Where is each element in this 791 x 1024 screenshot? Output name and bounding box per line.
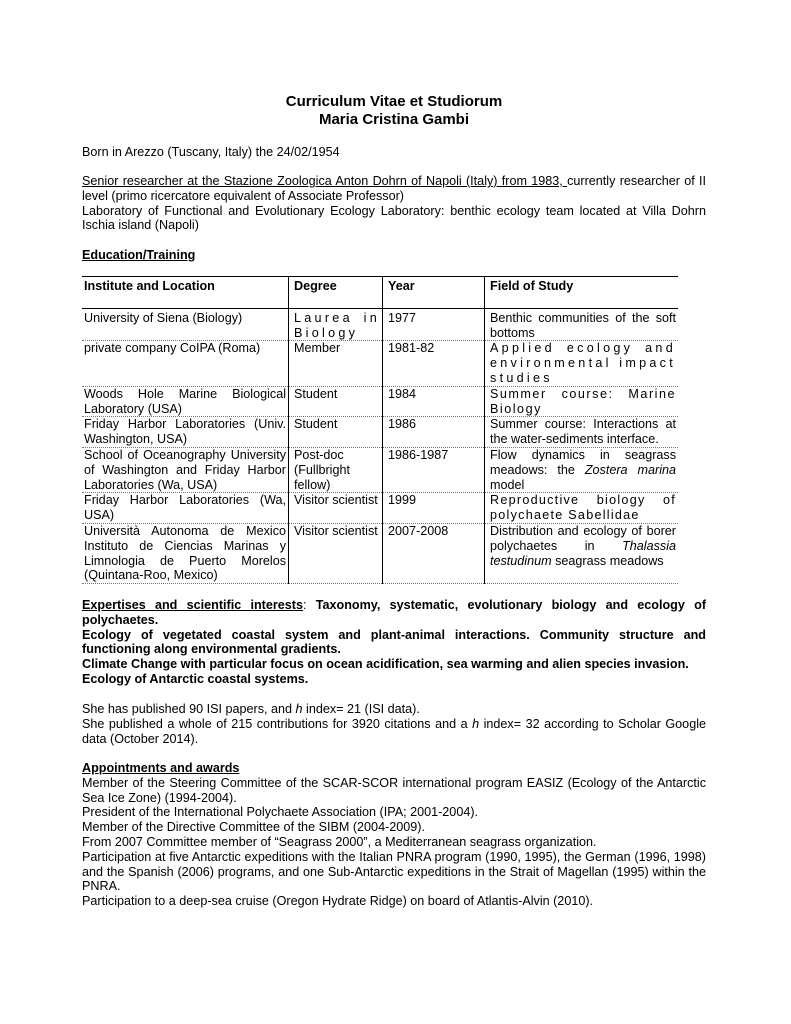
education-heading-text: Education/Training (82, 248, 196, 262)
expertise-separator: : (302, 598, 316, 612)
education-table (82, 276, 678, 584)
publications-scholar (82, 717, 706, 747)
expertise-line-2: Ecology of vegetated coastal system and plant-animal interactions. Community structure and functioning along environmental gradients. (82, 627, 706, 657)
field-text: model (490, 477, 525, 492)
position-text (82, 174, 706, 204)
publications-section (82, 702, 706, 746)
cell-field: Reproductive biology of polychaete Sabellidae (485, 493, 679, 524)
table-row (82, 308, 678, 341)
h-index-symbol: h (472, 716, 480, 731)
cell-institute: Friday Harbor Laboratories (Wa, USA) (82, 493, 289, 524)
cell-institute: Università Autonoma de Mexico Instituto de Ciencias Marinas y Limnologia de Puerto Morelos (Quintana-Roo, Mexico) (82, 523, 289, 583)
cell-year: 1984 (383, 386, 485, 417)
publications-text: She has published 90 ISI papers, and (82, 702, 296, 716)
cell-degree: Member (289, 341, 383, 386)
cell-field: Summer course: Marine Biology (485, 386, 679, 417)
education-heading (82, 248, 706, 263)
table-header-row (82, 277, 678, 309)
header-degree: Degree (289, 277, 383, 309)
birth-info (82, 145, 706, 160)
cell-year: 2007-2008 (383, 523, 485, 583)
cell-institute: University of Siena (Biology) (82, 308, 289, 341)
cell-field: Applied ecology and environmental impact studies (485, 341, 679, 386)
table-row (82, 386, 678, 417)
appointment-item: From 2007 Committee member of “Seagrass 2000”, a Mediterranean seagrass organization. (82, 834, 597, 849)
species-name: Thalassia testudinum (490, 538, 676, 568)
publications-text: index= 21 (ISI data). (302, 702, 420, 716)
title-line-1: Curriculum Vitae et Studiorum (285, 93, 503, 110)
cell-field (485, 523, 679, 583)
document-title (82, 93, 706, 129)
cell-year: 1977 (383, 308, 485, 341)
cell-field (485, 447, 679, 492)
cell-institute: School of Oceanography University of Washington and Friday Harbor Laboratories (Wa, USA) (82, 447, 289, 492)
laboratory-text: Laboratory of Functional and Evolutionary Ecology Laboratory: benthic ecology team located at Villa Dohrn Ischia island (Napoli) (82, 203, 706, 233)
header-year: Year (383, 277, 485, 309)
cell-degree: Visitor scientist (289, 523, 383, 583)
appointments-section (82, 761, 706, 909)
cell-field: Summer course: Interactions at the water-sediments interface. (485, 417, 679, 448)
appointment-item: Member of the Directive Committee of the SIBM (2004-2009). (82, 820, 425, 835)
expertise-line-1 (82, 598, 706, 628)
header-institute: Institute and Location (82, 277, 289, 309)
table-row (82, 447, 678, 492)
publications-isi (82, 702, 706, 717)
field-text: seagrass meadows (551, 553, 664, 568)
publications-text: She published a whole of 215 contributions for 3920 citations and a (82, 716, 473, 731)
appointment-item: Participation at five Antarctic expeditions with the Italian PNRA program (1990, 1995), the German (1996, 1998) and the Spanish (2006) programs, and one Sub-Antarctic expeditions in the Strait of Magellan (1995) within the PNRA. (82, 849, 706, 894)
cell-degree: Post-doc (Fullbright fellow) (289, 447, 383, 492)
table-row (82, 493, 678, 524)
cell-degree: Laurea in Biology (289, 308, 383, 341)
cell-institute: Woods Hole Marine Biological Laboratory (USA) (82, 386, 289, 417)
birth-text: Born in Arezzo (Tuscany, Italy) the 24/02/1954 (82, 145, 340, 159)
header-field: Field of Study (485, 277, 679, 309)
field-text: Distribution and ecology of borer polychaetes in (490, 523, 676, 553)
appointment-item: Member of the Steering Committee of the SCAR-SCOR international program EASIZ (Ecology of the Antarctic Sea Ice Zone) (1994-2004). (82, 775, 706, 805)
appointment-item: President of the International Polychaete Association (IPA; 2001-2004). (82, 805, 479, 820)
cell-year: 1999 (383, 493, 485, 524)
appointment-item: Participation to a deep-sea cruise (Oregon Hydrate Ridge) on board of Atlantis-Alvin (2010). (82, 894, 594, 909)
cell-field: Benthic communities of the soft bottoms (485, 308, 679, 341)
expertise-line-3: Climate Change with particular focus on ocean acidification, sea warming and alien species invasion. (82, 657, 689, 672)
position-section (82, 174, 706, 233)
h-index-symbol: h (295, 702, 303, 716)
expertise-text: Taxonomy, systematic, evolutionary biology and ecology of polychaetes. (82, 598, 707, 627)
cell-year: 1986-1987 (383, 447, 485, 492)
cell-year: 1981-82 (383, 341, 485, 386)
table-row (82, 341, 678, 386)
expertise-section (82, 598, 706, 687)
publications-text: index= 32 according to Scholar Google data (October 2014). (82, 716, 706, 746)
expertise-line-4: Ecology of Antarctic coastal systems. (82, 671, 309, 686)
position-underlined: Senior researcher at the Stazione Zoologica Anton Dohrn of Napoli (Italy) from 1983, (82, 174, 568, 188)
appointments-heading: Appointments and awards (82, 761, 240, 775)
cell-year: 1986 (383, 417, 485, 448)
expertise-label: Expertises and scientific interests (82, 598, 303, 612)
table-row (82, 417, 678, 448)
field-text: Flow dynamics in seagrass meadows: the (490, 447, 676, 477)
cell-institute: private company CoIPA (Roma) (82, 341, 289, 386)
cell-institute: Friday Harbor Laboratories (Univ. Washington, USA) (82, 417, 289, 448)
cell-degree: Visitor scientist (289, 493, 383, 524)
position-rest: currently researcher of II level (primo ricercatore equivalent of Associate Professor) (82, 174, 707, 203)
species-name: Zostera marina (584, 462, 676, 477)
table-row (82, 523, 678, 583)
cell-degree: Student (289, 417, 383, 448)
cell-degree: Student (289, 386, 383, 417)
title-name: Maria Cristina Gambi (318, 111, 470, 128)
